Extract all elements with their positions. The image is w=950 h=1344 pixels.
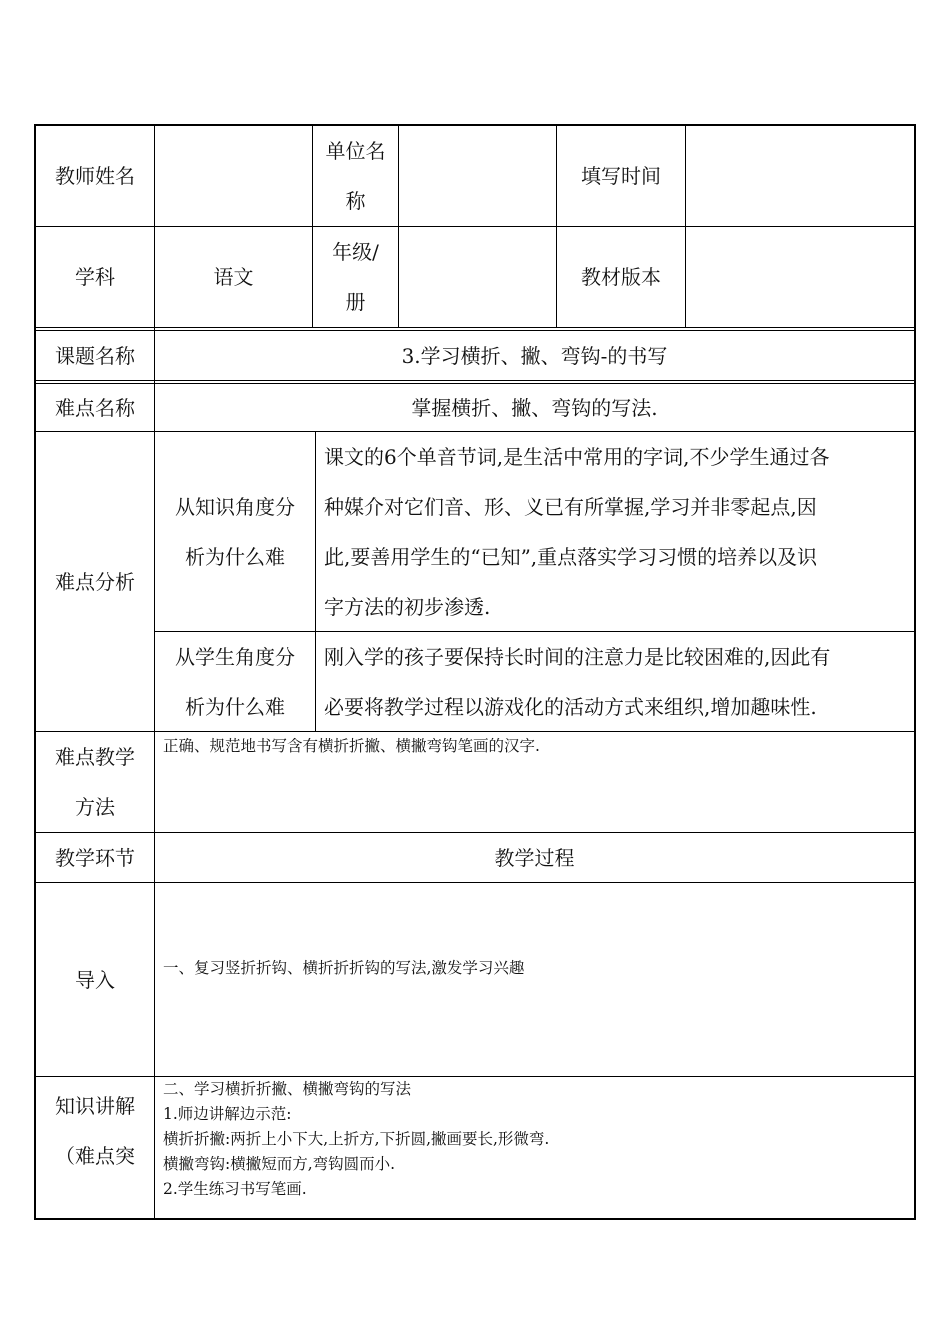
fill-time-value <box>686 126 914 226</box>
knowledge-explain-line1: 知识讲解 <box>55 1094 135 1118</box>
knowledge-line: 种媒介对它们音、形、义已有所掌握,学习并非零起点,因 <box>324 494 817 519</box>
difficulty-label: 难点名称 <box>55 395 135 420</box>
process-content-header: 教学过程 <box>494 845 575 870</box>
lesson-plan-table <box>34 124 916 1220</box>
fill-time-label: 填写时间 <box>581 164 661 188</box>
method-label-line2: 方法 <box>75 795 115 819</box>
topic-label: 课题名称 <box>55 343 135 368</box>
student-angle-text <box>324 632 910 731</box>
knowledge-explain-line2: （难点突 <box>55 1144 135 1168</box>
student-angle-label <box>155 632 315 731</box>
knowledge-angle-label <box>155 432 315 631</box>
student-angle-line1: 从学生角度分 <box>175 644 295 669</box>
knowledge-line: 字方法的初步渗透. <box>324 594 491 619</box>
knowledge-explain-text <box>163 1077 911 1218</box>
knowledge-explain-line: 横折折撇:两折上小下大,上折方,下折圆,撇画要长,形微弯. <box>163 1130 550 1148</box>
method-value: 正确、规范地书写含有横折折撇、横撇弯钩笔画的汉字. <box>163 737 540 755</box>
knowledge-explain-label <box>36 1077 154 1218</box>
textbook-value <box>686 227 914 327</box>
unit-name-value <box>399 126 556 226</box>
grade-label <box>313 227 398 327</box>
subject-label: 学科 <box>75 265 115 289</box>
row-divider <box>36 327 914 328</box>
method-label <box>36 732 154 832</box>
grade-label-line2: 册 <box>345 290 366 314</box>
grade-value <box>399 227 556 327</box>
unit-name-label <box>313 126 398 226</box>
method-label-line1: 难点教学 <box>55 745 135 769</box>
textbook-label: 教材版本 <box>581 265 661 289</box>
grade-label-line1: 年级/ <box>332 240 379 264</box>
unit-name-label-line2: 称 <box>345 189 366 213</box>
teacher-name-label: 教师姓名 <box>55 164 135 188</box>
knowledge-line: 此,要善用学生的“已知”,重点落实学习习惯的培养以及识 <box>324 544 818 569</box>
knowledge-explain-line: 二、学习横折折撇、横撇弯钩的写法 <box>163 1080 412 1098</box>
teacher-name-value <box>155 126 312 226</box>
knowledge-explain-line: 2.学生练习书写笔画. <box>163 1180 307 1198</box>
student-angle-line2: 析为什么难 <box>185 694 285 719</box>
process-step-header: 教学环节 <box>55 845 135 870</box>
intro-label: 导入 <box>75 967 115 992</box>
subject-value: 语文 <box>213 265 254 289</box>
unit-name-label-line1: 单位名 <box>325 139 386 163</box>
analysis-label: 难点分析 <box>55 569 135 594</box>
column-divider <box>315 431 316 731</box>
knowledge-explain-line: 横撇弯钩:横撇短而方,弯钩圆而小. <box>163 1155 396 1173</box>
knowledge-angle-text <box>324 432 910 631</box>
intro-value: 一、复习竖折折钩、横折折折钩的写法,激发学习兴趣 <box>163 958 525 977</box>
difficulty-value: 掌握横折、撇、弯钩的写法. <box>411 395 658 420</box>
student-line: 必要将教学过程以游戏化的活动方式来组织,增加趣味性. <box>324 694 817 719</box>
knowledge-angle-line2: 析为什么难 <box>185 544 285 569</box>
knowledge-explain-line: 1.师边讲解边示范: <box>163 1105 292 1123</box>
topic-value: 3.学习横折、撇、弯钩-的书写 <box>401 343 668 368</box>
knowledge-line: 课文的6个单音节词,是生活中常用的字词,不少学生通过各 <box>324 444 830 469</box>
student-line: 刚入学的孩子要保持长时间的注意力是比较困难的,因此有 <box>324 644 831 669</box>
knowledge-angle-line1: 从知识角度分 <box>175 494 295 519</box>
